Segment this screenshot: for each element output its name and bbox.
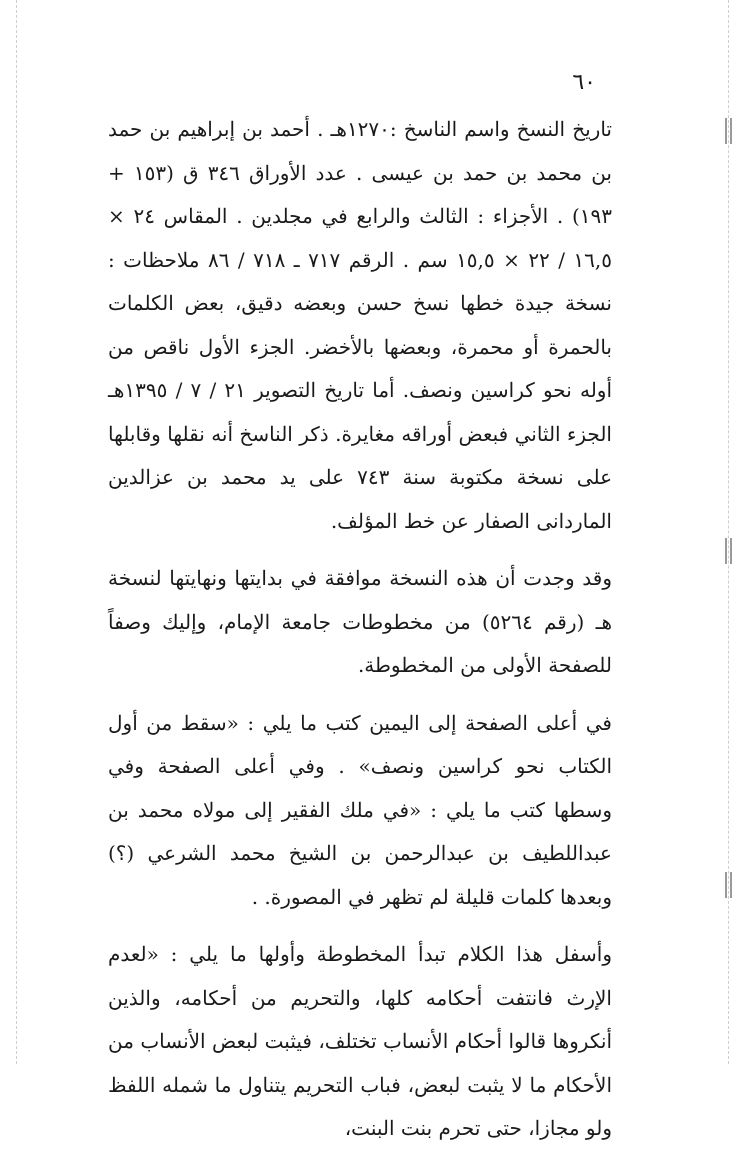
left-scan-edge xyxy=(16,0,17,1064)
paragraph-manuscript-opening: وأسفل هذا الكلام تبدأ المخطوطة وأولها ما يلي : «لعدم الإرث فانتفت أحكامه كلها، والتحريم من أحكامه، والذين أنكروها قالوا أحكام الأنساب تختلف، فيثبت لبعض الأنساب من الأحكام ما لا يثبت لبعض، فباب التحريم يتناول ما شمله اللفظ ولو مجازا، حتى تحرم بنت البنت، xyxy=(108,942,612,1140)
paragraph-manuscript-details: تاريخ النسخ واسم الناسخ :١٢٧٠هـ . أحمد بن إبراهيم بن حمد بن محمد بن حمد بن عيسى . عدد الأوراق ٣٤٦ ق (١٥٣ + ١٩٣) . الأجزاء : الثالث والرابع في مجلدين . المقاس ٢٤ × ١٦,٥ / ٢٢ × ١٥,٥ سم . الرقم ٧١٧ ـ ٧١٨ / ٨٦ ملاحظات : نسخة جيدة خطها نسخ حسن وبعضه دقيق، بعض الكلمات بالحمرة أو محمرة، وبعضها بالأخضر. الجزء الأول ناقص من أوله نحو كراسين ونصف. أما تاريخ التصوير ٢١ / ٧ / ١٣٩٥هـ الجزء الثاني فبعض أوراقه مغايرة. ذكر الناسخ أنه نقلها وقابلها على نسخة مكتوبة سنة ٧٤٣ على يد محمد بن عزالدين الماردانى الصفار عن خط المؤلف. xyxy=(108,117,613,533)
right-scan-edge xyxy=(728,0,729,1064)
paragraph-first-page-description: في أعلى الصفحة إلى اليمين كتب ما يلي : «سقط من أول الكتاب نحو كراسين ونصف» . وفي أعلى الصفحة وفي وسطها كتب ما يلي : «في ملك الفقير إلى مولاه محمد بن عبداللطيف بن عبدالرحمن بن الشيخ محمد الشرعي (؟) وبعدها كلمات قليلة لم تظهر في المصورة. . xyxy=(108,710,612,909)
binding-mark xyxy=(725,872,732,898)
binding-mark xyxy=(725,538,732,564)
page-body xyxy=(108,108,612,1151)
paragraph-comparison-note: وقد وجدت أن هذه النسخة موافقة في بدايتها ونهايتها لنسخة هـ (رقم ٥٢٦٤) من مخطوطات جامعة الإمام، وإليك وصفاً للصفحة الأولى من المخطوطة. xyxy=(108,566,612,677)
page-number: ٦٠ xyxy=(572,70,596,95)
binding-mark xyxy=(725,118,732,144)
